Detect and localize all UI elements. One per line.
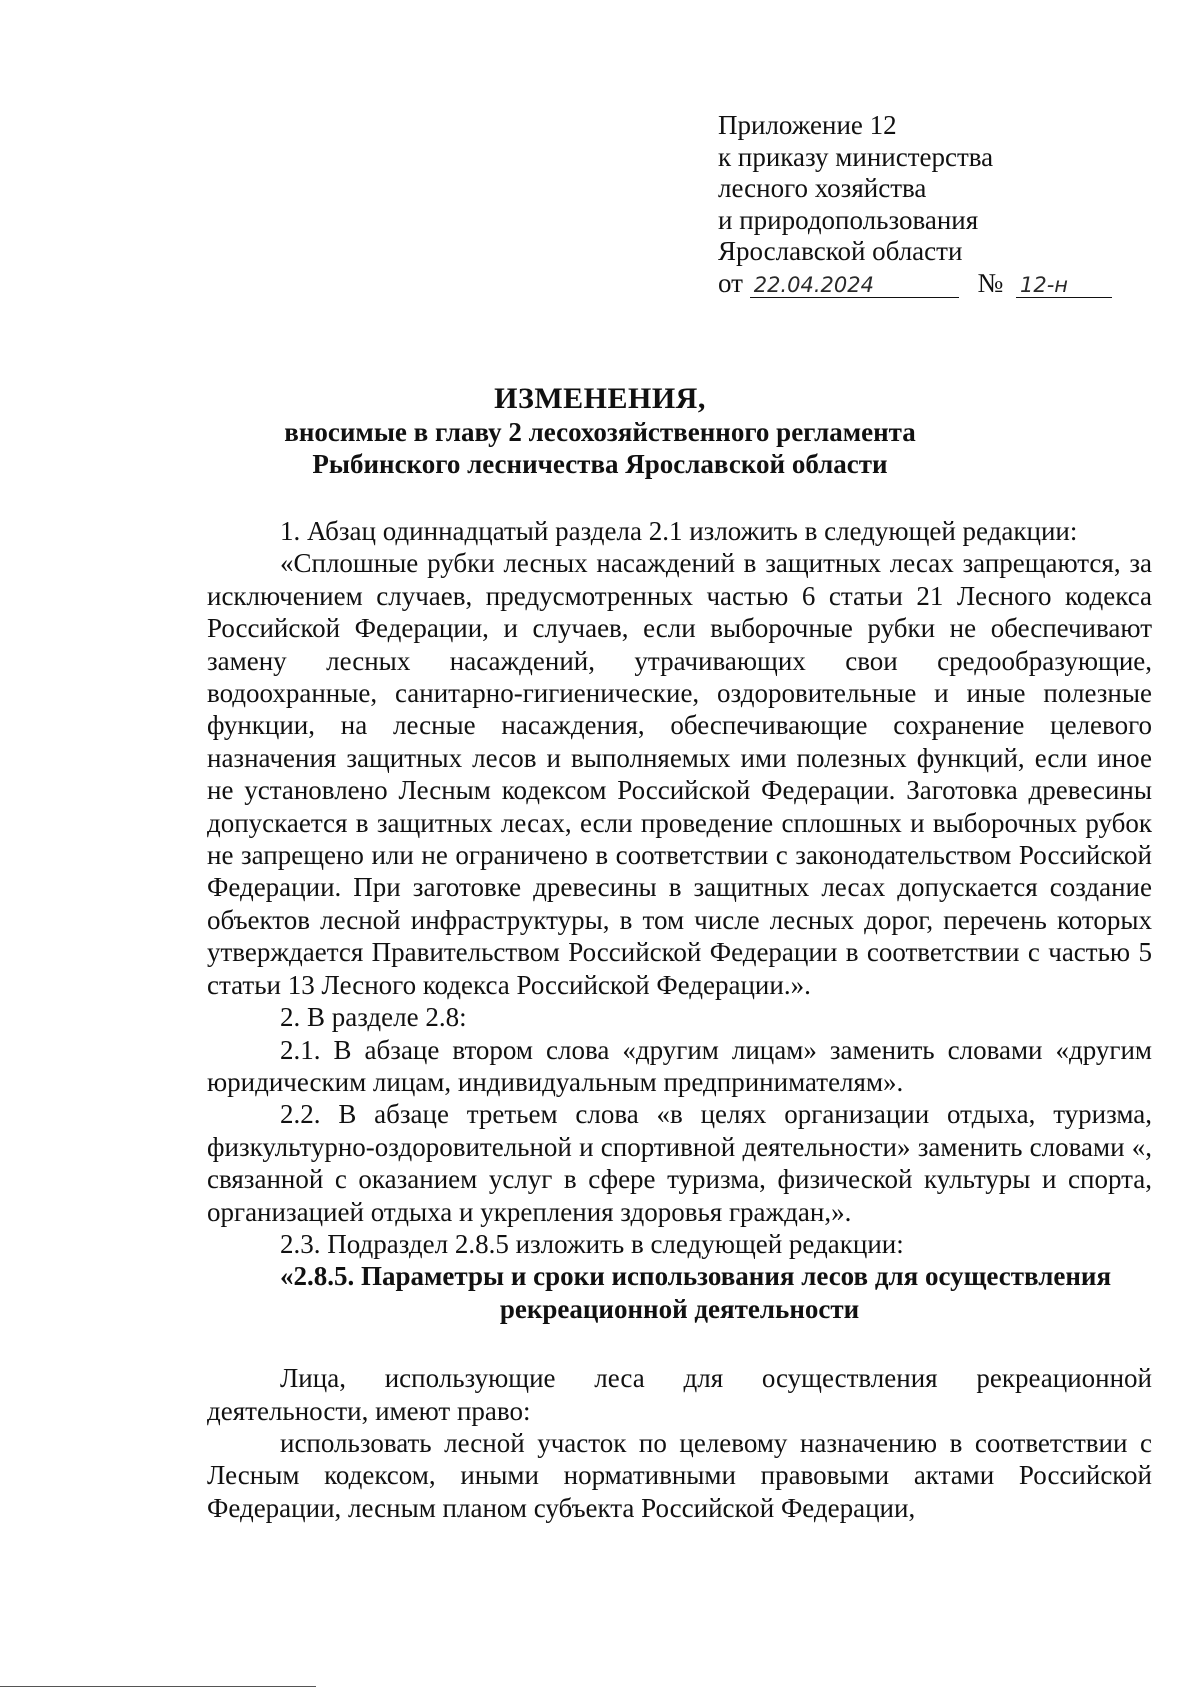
handwritten-number: 12-н <box>1016 273 1112 298</box>
spacer <box>207 1325 1152 1362</box>
appendix-header <box>718 110 1158 299</box>
number-sign: № <box>977 267 1004 298</box>
document-body <box>207 515 1152 1524</box>
appendix-line-3: лесного хозяйства <box>718 173 927 203</box>
subsection-heading-line-1: «2.8.5. Параметры и сроки использования лесов для осуществления <box>280 1261 1112 1292</box>
paragraph-3: 2. В разделе 2.8: <box>280 1002 467 1033</box>
footer-divider <box>0 1686 316 1687</box>
document-title: ИЗМЕНЕНИЯ, <box>494 382 706 415</box>
appendix-line-1: Приложение 12 <box>718 110 897 140</box>
paragraph-1: 1. Абзац одиннадцатый раздела 2.1 изложить в следующей редакции: <box>280 516 1078 546</box>
paragraph-4: 2.1. В абзаце втором слова «другим лицам» заменить словами «другим юридическим лицам, индивидуальным предпринимателям». <box>207 1034 1152 1097</box>
appendix-line-4: и природопользования <box>718 204 979 235</box>
date-prefix: от <box>718 267 743 298</box>
date-number-row <box>718 268 1158 300</box>
paragraph-7: Лица, использующие леса для осуществления рекреационной деятельности, имеют право: <box>207 1363 1152 1426</box>
subsection-heading-line-2: рекреационной деятельности <box>499 1293 860 1324</box>
paragraph-5: 2.2. В абзаце третьем слова «в целях организации отдыха, туризма, физкультурно-оздоровительной и спортивной деятельности» заменить словами «, связанной с оказанием услуг в сфере туризма, физической культуры и спорта, организацией отдыха и укрепления здоровья граждан,». <box>207 1099 1152 1227</box>
paragraph-6: 2.3. Подраздел 2.8.5 изложить в следующей редакции: <box>280 1228 904 1259</box>
appendix-line-5: Ярославской области <box>718 236 963 266</box>
paragraph-2: «Сплошные рубки лесных насаждений в защитных лесах запрещаются, за исключением случаев, предусмотренных частью 6 статьи 21 Лесного кодекса Российской Федерации, и случаев, если выборочные рубки не обеспечивают замену лесных насаждений, утрачивающих свои средообразующие, водоохранные, санитарно-гигиенические, оздоровительные и иные полезные функции, на лесные насаждения, обеспечивающие сохранение целевого назначения защитных лесов и выполняемых ими полезных функций, если иное не установлено Лесным кодексом Российской Федерации. Заготовка древесины допускается в защитных лесах, если проведение сплошных и выборочных рубок не запрещено или не ограничено в соответствии с законодательством Российской Федерации. При заготовке древесины в защитных лесах допускается создание объектов лесной инфраструктуры, в том числе лесных дорог, перечень которых утверждается Правительством Российской Федерации в соответствии с частью 5 статьи 13 Лесного кодекса Российской Федерации.». <box>207 548 1152 1000</box>
document-subtitle-line-2: Рыбинского лесничества Ярославской области <box>312 449 888 479</box>
appendix-line-2: к приказу министерства <box>718 141 994 172</box>
paragraph-8: использовать лесной участок по целевому назначению в соответствии с Лесным кодексом, иными нормативными правовыми актами Российской Федерации, лесным планом субъекта Российской Федерации, <box>207 1427 1152 1523</box>
document-title-block <box>0 382 1200 480</box>
document-subtitle-line-1: вносимые в главу 2 лесохозяйственного регламента <box>284 417 916 447</box>
handwritten-date: 22.04.2024 <box>750 273 959 298</box>
